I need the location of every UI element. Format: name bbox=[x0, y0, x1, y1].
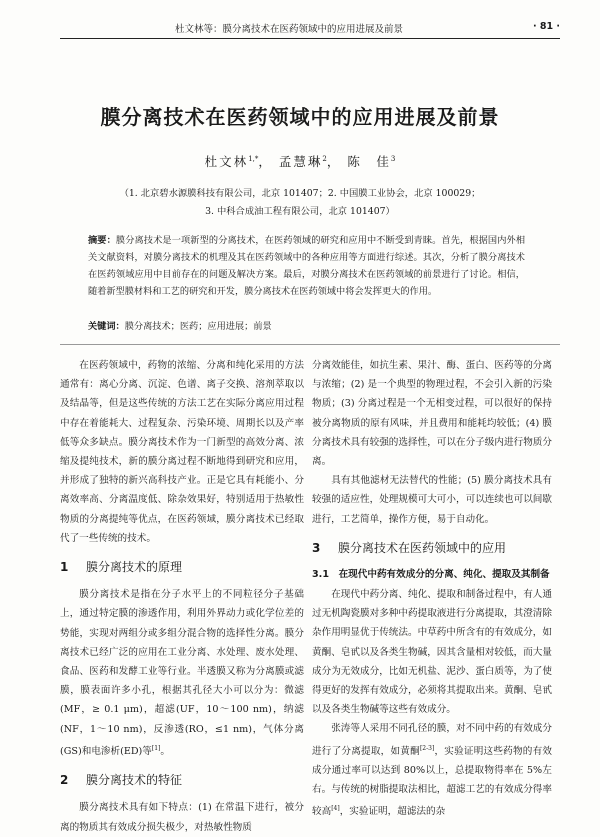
citation: [1] bbox=[151, 744, 161, 752]
author-name: 孟慧琳 bbox=[278, 154, 323, 169]
section-number: 1 bbox=[60, 560, 69, 575]
affiliation-line: 3. 中科合成油工程有限公司，北京 101407） bbox=[205, 206, 395, 217]
keywords-text: 膜分离技术；医药；应用进展；前景 bbox=[124, 321, 272, 332]
section-title: 膜分离技术的特征 bbox=[86, 773, 183, 788]
body-paragraph: 具有其他滤材无法替代的性能；(5) 膜分离技术具有较强的适应性，处理规模可大可小，可以连续也可以间歇进行，工艺简单，操作方便，易于自动化。 bbox=[312, 475, 552, 525]
page-number: · 81 · bbox=[532, 21, 560, 32]
intro-paragraph: 在医药领域中，药物的浓缩、分离和纯化采用的方法通常有：离心分离、沉淀、色谱、离子交换、溶剂萃取以及结晶等，但是这些传统的方法工艺在实际分离应用过程中存在着能耗大、过程复杂、污染环境、周期长以及产率低等众多缺点。膜分离技术作为一门新型的高效分离、浓缩及提纯技术，新的膜分离过程不断地得到研究和应用，并形成了独特的新兴高科技产业。正是它具有耗能小、分离效率高、分离温度低、除杂效果好，特别适用于热敏性物质的分离提纯等优点，在医药领域，膜分离技术已经取代了一些传统的技术。 bbox=[60, 360, 304, 544]
author-name: 杜文林 bbox=[204, 154, 249, 169]
section-heading bbox=[60, 771, 304, 790]
abstract-label: 摘要： bbox=[88, 235, 116, 246]
author-list: 杜文林$^{1,*}$， 孟慧琳$^2$， 陈 佳$^3$ bbox=[204, 154, 396, 169]
left-column bbox=[60, 356, 304, 837]
body-text: 张涛等人采用不同孔径的膜，对不同中药的有效成分进行了分离提取，如黄酮 bbox=[312, 723, 552, 757]
citation: [2-3] bbox=[419, 744, 435, 752]
author-affil-mark: 3 bbox=[390, 154, 396, 163]
abstract-text: 膜分离技术是一项新型的分离技术，在医药领域的研究和应用中不断受到青睐。首先，根据国内外相关文献资料，对膜分离技术的机理及其在医药领域中的各种应用等方面进行综述。其次，分析了膜分离技术在医药领域应用中目前存在的问题及解决方案。最后，对膜分离技术在医药领域的前景进行了讨论。相信，随着新型膜材料和工艺的研究和开发，膜分离技术在医药领域中将会发挥更大的作用。 bbox=[88, 235, 526, 297]
section-title: 膜分离技术在医药领域中的应用 bbox=[338, 540, 507, 555]
section-title: 膜分离技术的原理 bbox=[86, 560, 183, 575]
right-column bbox=[312, 356, 552, 822]
keywords-label: 关键词： bbox=[88, 321, 125, 332]
body-paragraph bbox=[60, 585, 304, 761]
body-paragraph bbox=[312, 719, 552, 821]
section-number: 3 bbox=[312, 540, 321, 555]
body-paragraph: 膜分离技术具有如下特点：(1) 在常温下进行，被分离的物质其有效成分损失极少，对热敏性物质 bbox=[60, 802, 304, 833]
body-text: 膜分离技术是指在分子水平上的不同粒径分子基础上，通过特定膜的渗透作用，利用外界动力或化学位差的势能，实现对两组分或多组分混合物的选择性分离。膜分离技术已经广泛的应用在工业分离、水处理、废水处理、食品、医药和发酵工业等行业。半透膜又称为分离膜或滤膜，膜表面许多小孔，根据其孔径大小可以分为：微滤(MF，≥ 0.1 μm)，超滤(UF，10～100 nm)，纳滤(NF，1～10 nm)，反渗透(RO，≤1 nm)，气体分离(GS)和电渗析(ED)等 bbox=[60, 589, 304, 758]
body-text: ，实验证明，超滤法的杂 bbox=[339, 806, 446, 818]
running-title: 杜文林等：膜分离技术在医药领域中的应用进展及前景 bbox=[175, 24, 404, 35]
body-paragraph: 分离效能佳，如抗生素、果汁、酶、蛋白、医药等的分离与浓缩；(2) 是一个典型的物理过程，不会引入新的污染物质；(3) 分离过程是一个无相变过程，可以很好的保持被分离物质的原有风味，并且费用和能耗均较低；(4) 膜分离技术具有较强的选择性，可以在分子级内进行物质分离。 bbox=[312, 360, 552, 468]
section-heading bbox=[60, 558, 304, 577]
section-heading bbox=[312, 539, 552, 558]
section-number: 2 bbox=[60, 773, 69, 788]
abstract bbox=[88, 232, 525, 300]
author-affil-mark: 1,* bbox=[248, 154, 259, 163]
citation: [4] bbox=[331, 805, 340, 813]
running-header bbox=[60, 14, 560, 38]
affiliation-line: （1. 北京碧水源膜科技有限公司，北京 101407；2. 中国膜工业协会，北京 100029； bbox=[119, 188, 481, 199]
author-affil-mark: 2 bbox=[322, 154, 327, 163]
body-paragraph: 在现代中药分离、纯化、提取和制备过程中，有人通过无机陶瓷膜对多种中药提取液进行分离提取，其澄清除杂作用明显优于传统法。中草药中所含有的有效成分，如黄酮、皂甙以及各类生物碱，因其含量相对较低，而大量成分为无效成分，比如无机盐、泥沙、蛋白质等，为了使得更好的发挥有效成分，必须将其提取出来。黄酮、皂甙以及各类生物碱等这些有效成分。 bbox=[312, 589, 552, 716]
subsection-heading: 3.1 在现代中药有效成分的分离、纯化、提取及其制备 bbox=[312, 569, 550, 581]
body-text: ，实验证明这些药物的有效成分通过率可以达到 80%以上，总提取物得率在 5%左右。与传统的树脂提取法相比，超滤工艺的有效成分得率较高 bbox=[312, 745, 553, 818]
author-name: 陈 佳 bbox=[347, 154, 391, 169]
abstract-divider bbox=[60, 344, 560, 345]
keywords bbox=[88, 318, 525, 332]
paper-title: 膜分离技术在医药领域中的应用进展及前景 bbox=[100, 105, 500, 129]
body-text: 。 bbox=[160, 746, 170, 758]
header-rule bbox=[60, 38, 560, 39]
